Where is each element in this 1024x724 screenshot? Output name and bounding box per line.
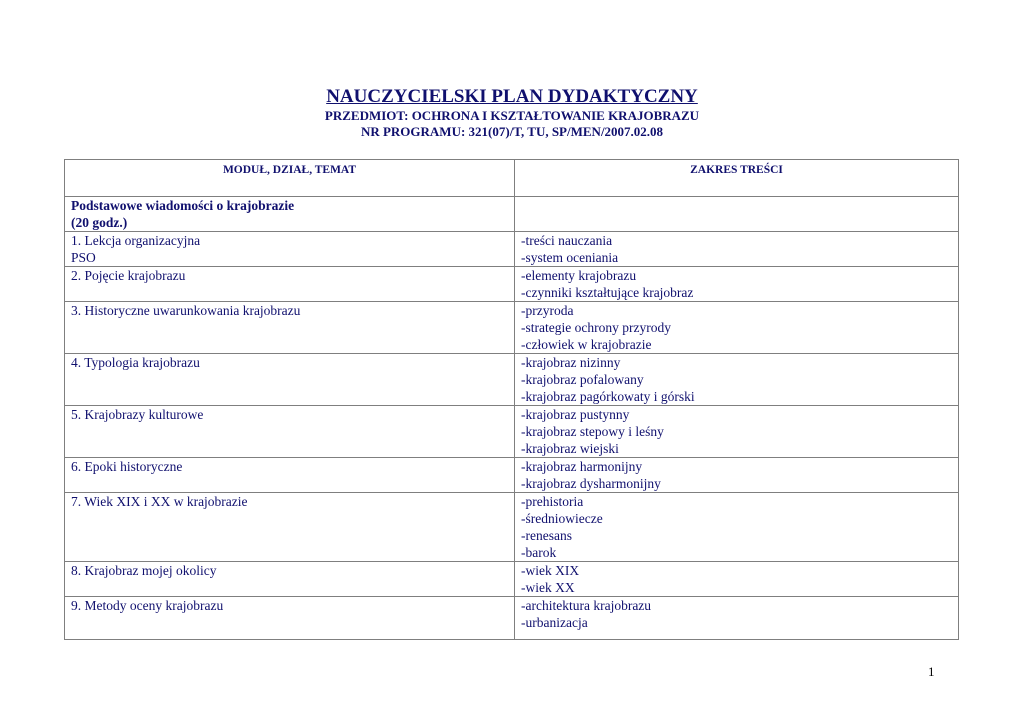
page-number: 1 bbox=[928, 664, 935, 679]
scope-cell bbox=[515, 406, 959, 458]
scope-cell bbox=[515, 232, 959, 267]
scope-item: -krajobraz stepowy i leśny bbox=[521, 424, 664, 439]
teaching-plan-table bbox=[64, 159, 959, 640]
scope-item: -człowiek w krajobrazie bbox=[521, 337, 652, 352]
topic-text: 2. Pojęcie krajobrazu bbox=[71, 268, 186, 283]
scope-item: -czynniki kształtujące krajobraz bbox=[521, 285, 694, 300]
scope-cell bbox=[515, 493, 959, 562]
scope-cell bbox=[515, 267, 959, 302]
scope-cell bbox=[515, 458, 959, 493]
topic-cell bbox=[65, 406, 515, 458]
document-title: NAUCZYCIELSKI PLAN DYDAKTYCZNY bbox=[326, 86, 698, 107]
topic-text: 9. Metody oceny krajobrazu bbox=[71, 598, 224, 613]
topic-text: 7. Wiek XIX i XX w krajobrazie bbox=[71, 494, 248, 509]
topic-cell bbox=[65, 302, 515, 354]
topic-cell bbox=[65, 267, 515, 302]
scope-item: -przyroda bbox=[521, 303, 574, 318]
table-row bbox=[65, 458, 959, 493]
column-header-scope: ZAKRES TREŚCI bbox=[515, 160, 959, 197]
scope-cell bbox=[515, 302, 959, 354]
topic-text: PSO bbox=[71, 250, 96, 265]
scope-item: -system oceniania bbox=[521, 250, 619, 265]
scope-item: -renesans bbox=[521, 528, 572, 543]
scope-item: -wiek XIX bbox=[521, 563, 580, 578]
scope-item: -średniowiecze bbox=[521, 511, 603, 526]
topic-text: 3. Historyczne uwarunkowania krajobrazu bbox=[71, 303, 301, 318]
topic-cell bbox=[65, 232, 515, 267]
scope-cell bbox=[515, 562, 959, 597]
topic-text: 5. Krajobrazy kulturowe bbox=[71, 407, 204, 422]
table-row bbox=[65, 267, 959, 302]
topic-text: 1. Lekcja organizacyjna bbox=[71, 233, 201, 248]
table-row bbox=[65, 493, 959, 562]
scope-item: -krajobraz nizinny bbox=[521, 355, 621, 370]
topic-cell bbox=[65, 597, 515, 640]
scope-item: -urbanizacja bbox=[521, 615, 588, 630]
module-row bbox=[65, 197, 959, 232]
module-title-cell bbox=[65, 197, 515, 232]
scope-item: -krajobraz pustynny bbox=[521, 407, 630, 422]
scope-item: -krajobraz harmonijny bbox=[521, 459, 643, 474]
column-header-module: MODUŁ, DZIAŁ, TEMAT bbox=[65, 160, 515, 197]
topic-cell bbox=[65, 493, 515, 562]
table-row bbox=[65, 354, 959, 406]
table-row bbox=[65, 562, 959, 597]
scope-item: -prehistoria bbox=[521, 494, 584, 509]
module-scope-cell bbox=[515, 197, 959, 232]
topic-text: 8. Krajobraz mojej okolicy bbox=[71, 563, 217, 578]
scope-item: -krajobraz dysharmonijny bbox=[521, 476, 661, 491]
scope-cell bbox=[515, 354, 959, 406]
scope-item: -krajobraz pofalowany bbox=[521, 372, 644, 387]
scope-item: -elementy krajobrazu bbox=[521, 268, 637, 283]
table-header-row bbox=[65, 160, 959, 197]
table-row bbox=[65, 232, 959, 267]
scope-item: -barok bbox=[521, 545, 557, 560]
topic-cell bbox=[65, 458, 515, 493]
topic-cell bbox=[65, 562, 515, 597]
scope-item: -wiek XX bbox=[521, 580, 575, 595]
scope-item: -krajobraz pagórkowaty i górski bbox=[521, 389, 695, 404]
scope-item: -treści nauczania bbox=[521, 233, 613, 248]
topic-text: 4. Typologia krajobrazu bbox=[71, 355, 200, 370]
module-title: Podstawowe wiadomości o krajobrazie bbox=[71, 198, 295, 213]
subject-line: PRZEDMIOT: OCHRONA I KSZTAŁTOWANIE KRAJOBRAZU bbox=[324, 108, 700, 123]
topic-text: 6. Epoki historyczne bbox=[71, 459, 183, 474]
program-number: NR PROGRAMU: 321(07)/T, TU, SP/MEN/2007.02.08 bbox=[360, 124, 664, 139]
table-row bbox=[65, 406, 959, 458]
topic-cell bbox=[65, 354, 515, 406]
table-row bbox=[65, 302, 959, 354]
document-header bbox=[0, 86, 1024, 140]
scope-item: -architektura krajobrazu bbox=[521, 598, 652, 613]
scope-cell bbox=[515, 597, 959, 640]
scope-item: -strategie ochrony przyrody bbox=[521, 320, 671, 335]
scope-item: -krajobraz wiejski bbox=[521, 441, 619, 456]
table-row bbox=[65, 597, 959, 640]
module-hours: (20 godz.) bbox=[71, 215, 128, 230]
